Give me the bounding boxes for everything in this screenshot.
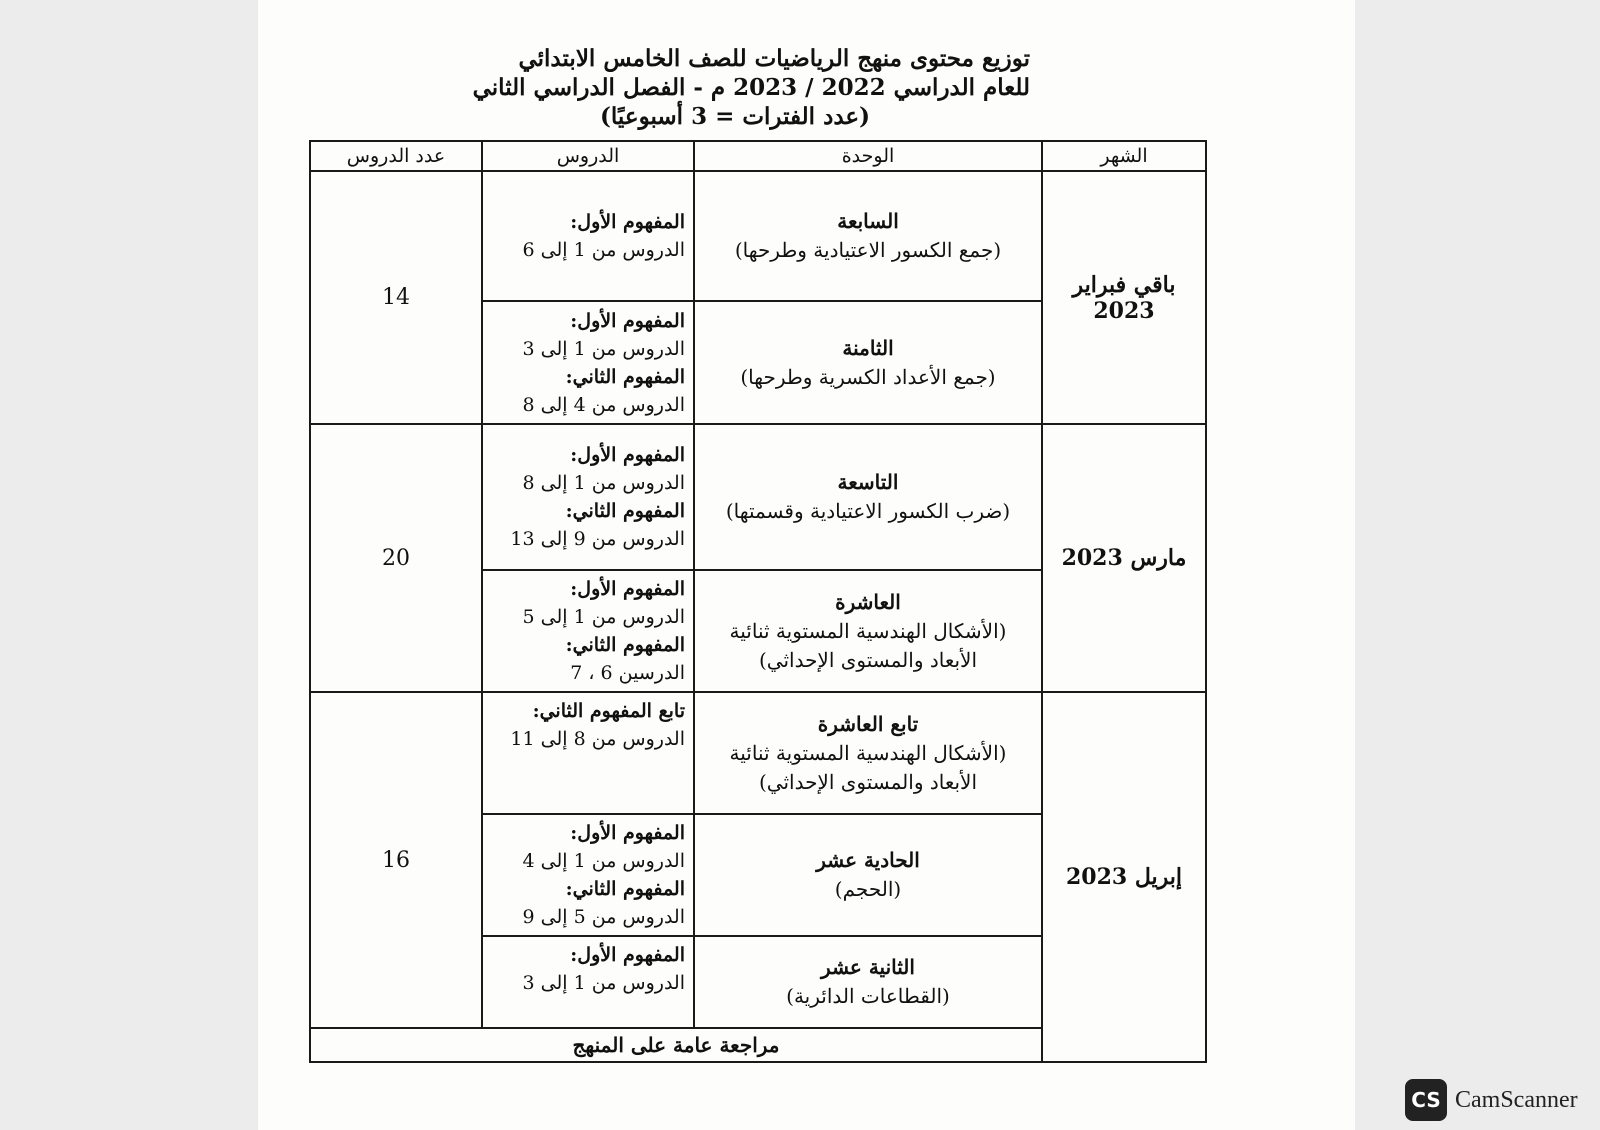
- unit-description: (القطاعات الدائرية): [786, 984, 950, 1008]
- header-count: عدد الدروس: [310, 141, 482, 171]
- concept-label: المفهوم الثاني:: [565, 634, 685, 656]
- concept-label: تابع المفهوم الثاني:: [532, 700, 685, 722]
- unit-name: تابع العاشرة: [817, 711, 919, 736]
- unit-cell: [694, 814, 1042, 936]
- concept-label: المفهوم الثاني:: [565, 500, 685, 522]
- table-row: [310, 692, 1206, 814]
- lesson-range: الدروس من 1 إلى 5: [522, 606, 685, 628]
- camscanner-logo-icon: CS: [1405, 1079, 1447, 1121]
- concept-label: المفهوم الأول:: [570, 211, 685, 233]
- concept-label: المفهوم الثاني:: [565, 365, 685, 388]
- header-lessons: الدروس: [482, 141, 694, 171]
- lessons-cell: [482, 171, 694, 301]
- unit-cell: [694, 936, 1042, 1028]
- header-title: توزيع محتوى منهج الرياضيات للصف الخامس الابتدائي: [518, 45, 1030, 72]
- unit-cell: [694, 424, 1042, 570]
- lesson-range: الدروس من 1 إلى 8: [522, 472, 685, 494]
- unit-description: (الأشكال الهندسية المستوية ثنائية الأبعاد والمستوى الإحداثي): [729, 740, 1007, 794]
- lessons-cell: [482, 570, 694, 692]
- unit-name: الثانية عشر: [821, 955, 915, 979]
- review-cell: مراجعة عامة على المنهج: [310, 1028, 1042, 1062]
- unit-description: (جمع الأعداد الكسرية وطرحها): [740, 364, 996, 389]
- unit-cell: [694, 301, 1042, 424]
- lessons-cell: [482, 936, 694, 1028]
- unit-name: الثامنة: [842, 335, 894, 360]
- lesson-range: الدرسين 6 ، 7: [570, 662, 685, 684]
- curriculum-table: [309, 140, 1207, 1063]
- lesson-range: الدروس من 5 إلى 9: [522, 906, 685, 928]
- concept-label: المفهوم الأول:: [570, 944, 685, 966]
- table-header-row: [310, 141, 1206, 171]
- lesson-range: الدروس من 8 إلى 11: [510, 728, 685, 750]
- lesson-range: الدروس من 9 إلى 13: [510, 528, 685, 550]
- lesson-range: الدروس من 1 إلى 4: [522, 850, 685, 872]
- concept-label: المفهوم الثاني:: [565, 878, 685, 900]
- lessons-cell: [482, 301, 694, 424]
- lesson-range: الدروس من 4 إلى 8: [522, 393, 685, 416]
- camscanner-label: CamScanner: [1455, 1087, 1578, 1113]
- table-row: [310, 171, 1206, 301]
- lessons-cell: [482, 424, 694, 570]
- unit-name: الحادية عشر: [816, 848, 920, 872]
- lesson-count-cell: 14: [310, 171, 482, 424]
- concept-label: المفهوم الأول:: [570, 444, 685, 466]
- header-year-term: للعام الدراسي 2022 / 2023 م - الفصل الدراسي الثاني: [472, 74, 1030, 101]
- unit-cell: [694, 171, 1042, 301]
- unit-cell: [694, 692, 1042, 814]
- unit-name: العاشرة: [835, 589, 901, 614]
- lesson-count-cell: 16: [310, 692, 482, 1028]
- lessons-cell: [482, 814, 694, 936]
- lesson-range: الدروس من 1 إلى 3: [522, 972, 685, 994]
- lesson-count-cell: 20: [310, 424, 482, 692]
- unit-description: (الحجم): [834, 877, 902, 901]
- table-row: [310, 424, 1206, 570]
- header-month: الشهر: [1042, 141, 1206, 171]
- document-header: [300, 44, 1030, 131]
- lesson-range: الدروس من 1 إلى 3: [522, 337, 685, 360]
- concept-label: المفهوم الأول:: [570, 309, 685, 332]
- lesson-range: الدروس من 1 إلى 6: [522, 239, 685, 261]
- unit-description: (جمع الكسور الاعتيادية وطرحها): [734, 238, 1002, 262]
- month-cell: مارس 2023: [1042, 424, 1206, 692]
- concept-label: المفهوم الأول:: [570, 578, 685, 600]
- concept-label: المفهوم الأول:: [570, 822, 685, 844]
- header-periods: (عدد الفترات = 3 أسبوعيًا): [600, 103, 870, 130]
- unit-cell: [694, 570, 1042, 692]
- month-cell: باقي فبراير 2023: [1042, 171, 1206, 424]
- month-cell: إبريل 2023: [1042, 692, 1206, 1062]
- unit-name: التاسعة: [837, 470, 899, 494]
- unit-description: (ضرب الكسور الاعتيادية وقسمتها): [725, 499, 1011, 523]
- lessons-cell: [482, 692, 694, 814]
- unit-name: السابعة: [837, 209, 899, 233]
- unit-description: (الأشكال الهندسية المستوية ثنائية الأبعاد والمستوى الإحداثي): [729, 618, 1007, 672]
- header-unit: الوحدة: [694, 141, 1042, 171]
